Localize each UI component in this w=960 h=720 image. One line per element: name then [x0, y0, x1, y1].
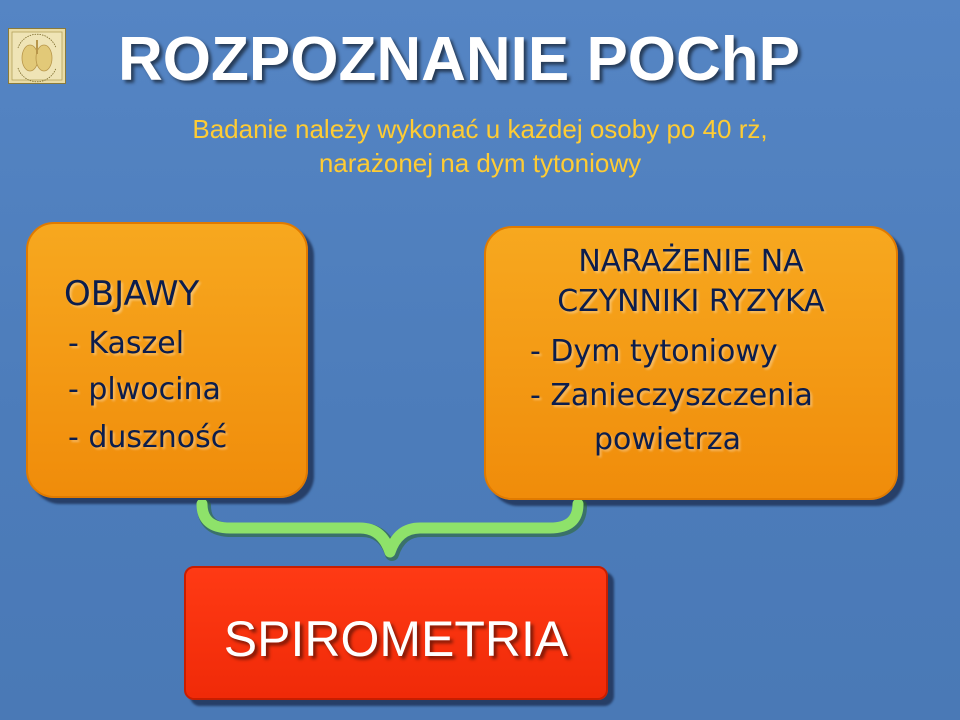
symptom-item: - plwocina: [68, 372, 221, 407]
spirometry-label: SPIROMETRIA: [223, 611, 569, 667]
risk-heading-line-2: CZYNNIKI RYZYKA: [557, 284, 825, 319]
risk-factors-box: [484, 226, 898, 500]
subtitle: [60, 112, 900, 180]
gold-lungs-logo-icon: [8, 28, 66, 84]
risk-item-continuation: powietrza: [594, 422, 741, 457]
risk-item: - Dym tytoniowy: [530, 334, 778, 369]
symptoms-heading: OBJAWY: [64, 274, 200, 314]
risk-heading-line-1: NARAŻENIE NA: [578, 244, 804, 279]
page-title: ROZPOZNANIE POChP: [118, 25, 801, 94]
symptom-item: - Kaszel: [68, 326, 185, 361]
subtitle-line-1: Badanie należy wykonać u każdej osoby po 40 rż,: [192, 114, 768, 144]
symptoms-box: [26, 222, 308, 498]
subtitle-line-2: narażonej na dym tytoniowy: [318, 148, 642, 178]
spirometry-box: [184, 566, 608, 700]
curly-brace-connector: [190, 500, 590, 570]
risk-item: - Zanieczyszczenia: [530, 378, 813, 413]
symptom-item: - duszność: [68, 420, 228, 455]
